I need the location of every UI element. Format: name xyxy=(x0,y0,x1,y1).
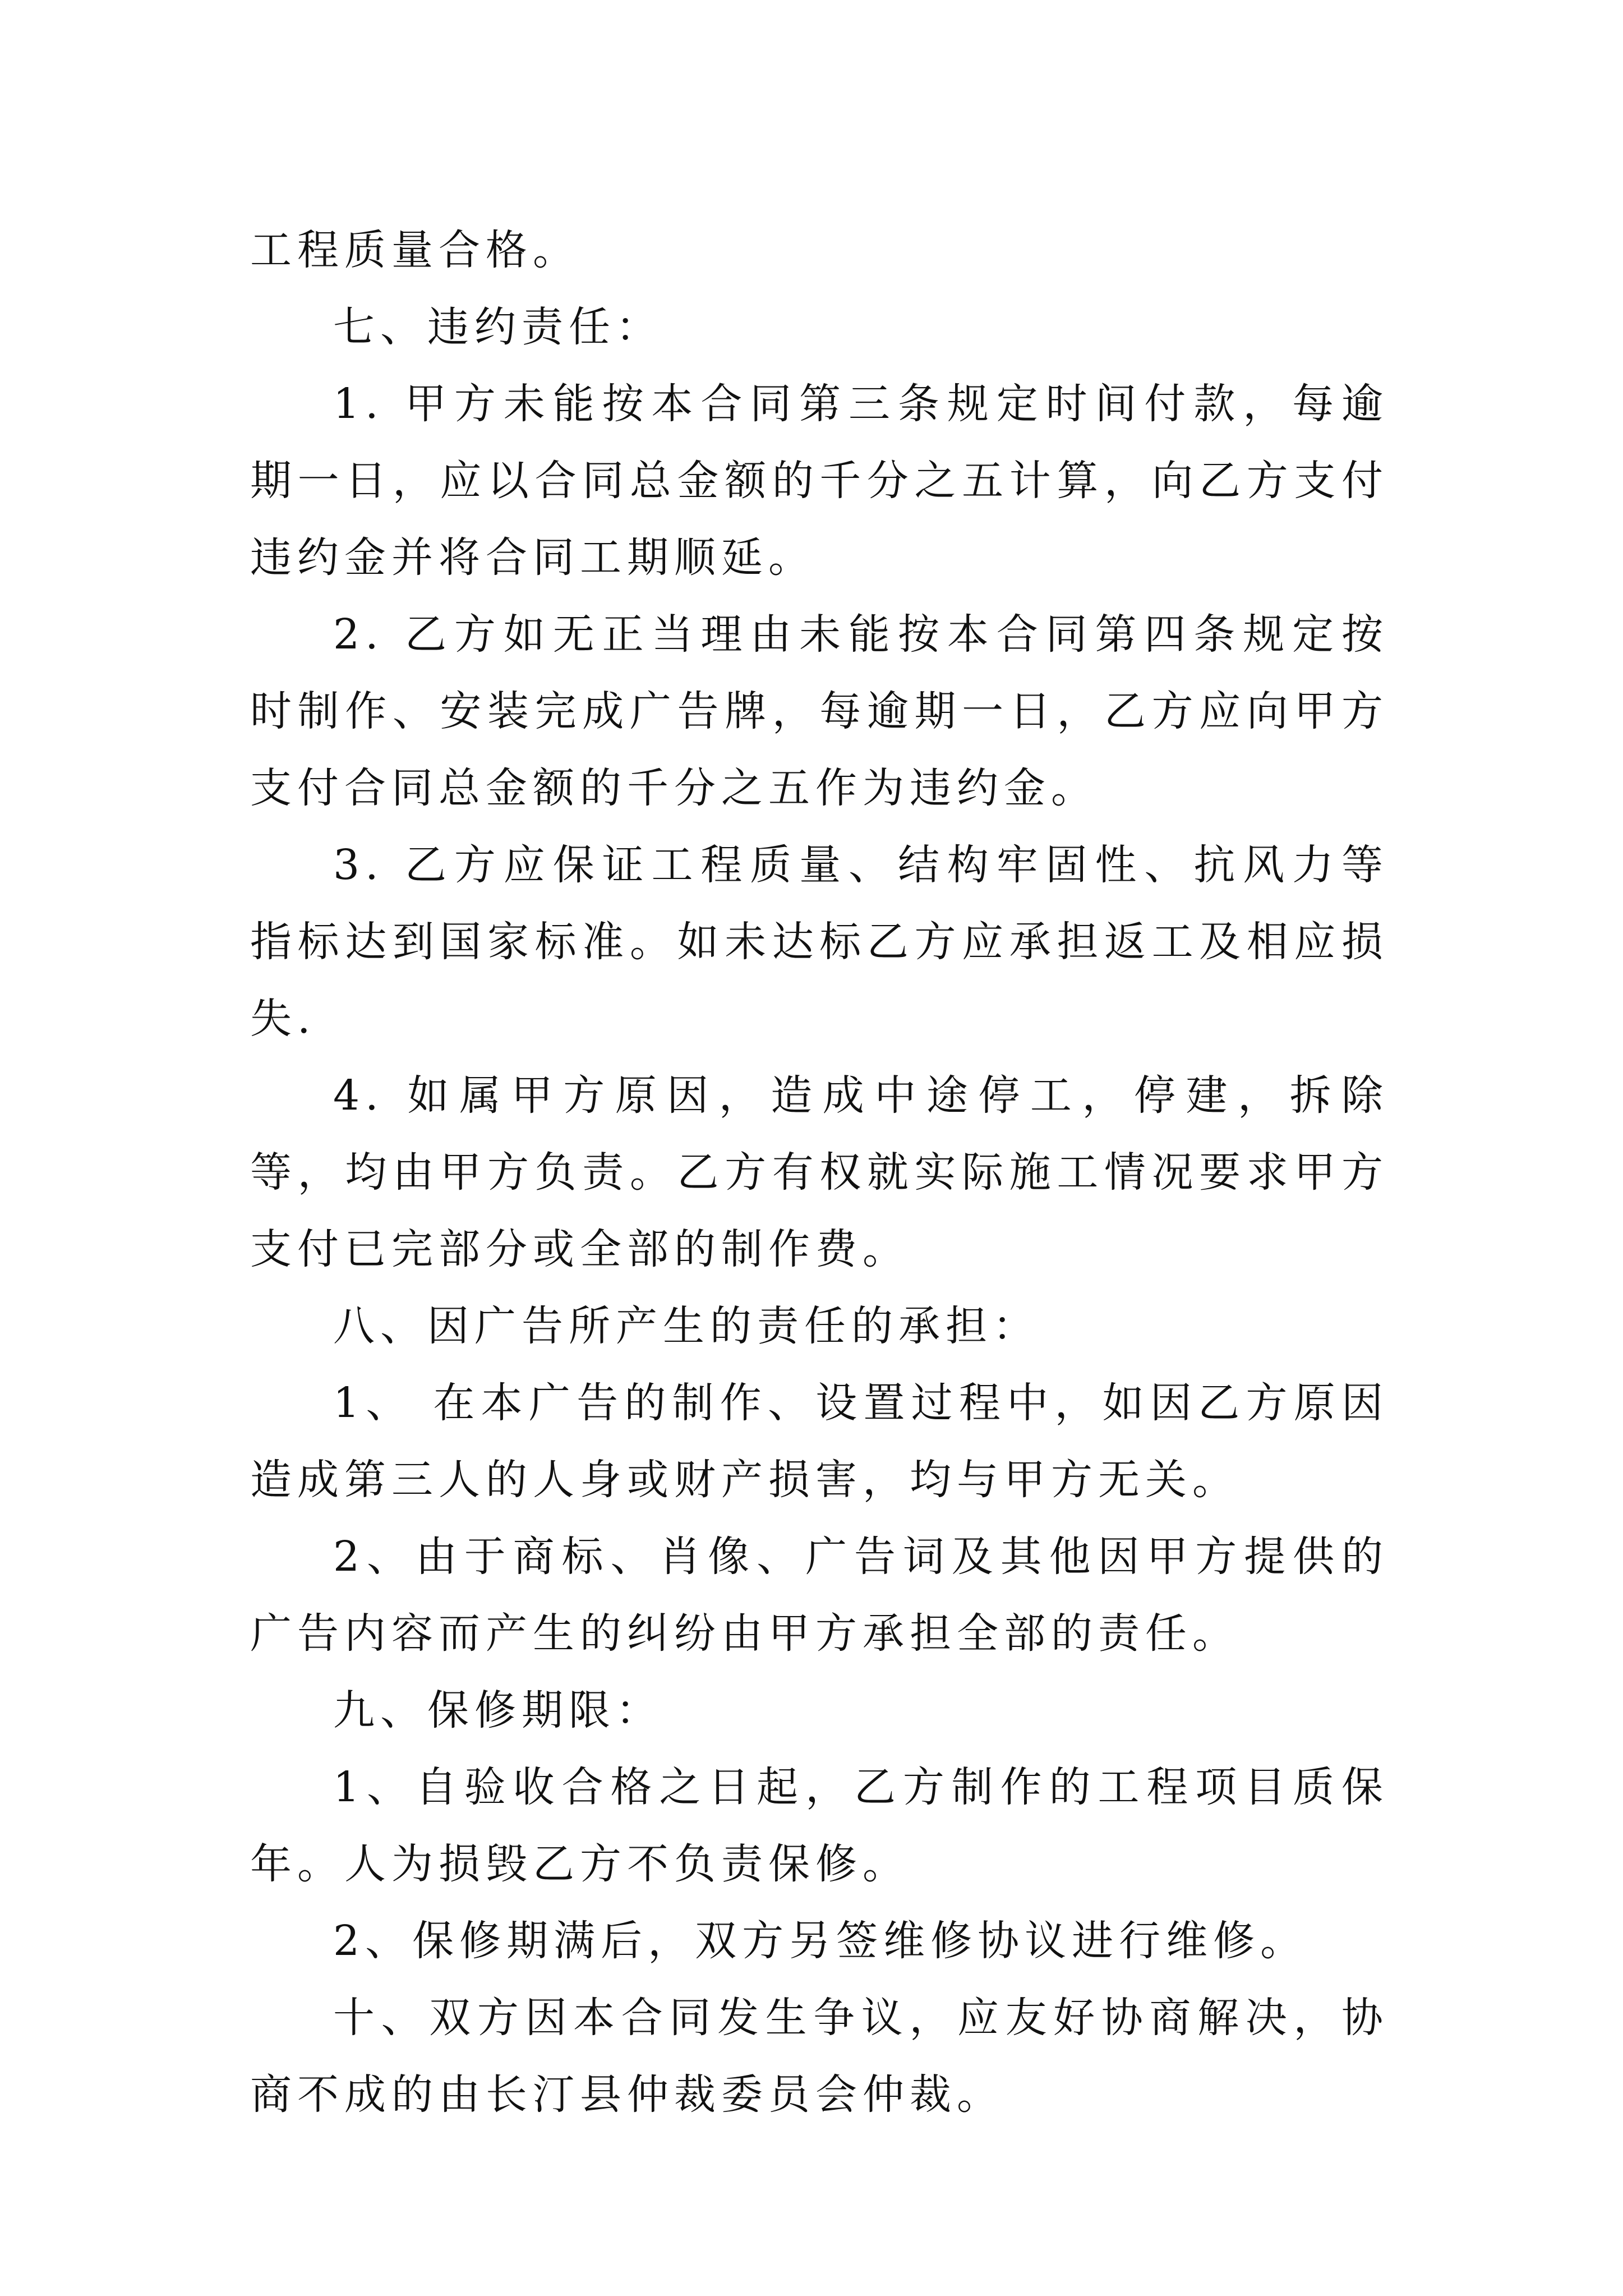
section-heading-breach-liability: 七、违约责任： xyxy=(333,303,663,351)
paragraph-breach-item-1: 1. 甲方未能按本合同第三条规定时间付款，每逾期一日，应以合同总金额的千分之五计算，向乙方支付违约金并将合同工期顺延。 xyxy=(250,380,1389,582)
paragraph-breach-item-2: 2. 乙方如无正当理由未能按本合同第四条规定按时制作、安装完成广告牌，每逾期一日，乙方应向甲方支付合同总金额的千分之五作为违约金。 xyxy=(250,610,1389,812)
section-heading-warranty-period: 九、保修期限： xyxy=(333,1686,663,1734)
paragraph-breach-item-4: 4. 如属甲方原因，造成中途停工，停建，拆除等，均由甲方负责。乙方有权就实际施工情况要求甲方支付已完部分或全部的制作费。 xyxy=(250,1071,1389,1273)
paragraph-breach-item-3: 3. 乙方应保证工程质量、结构牢固性、抗风力等指标达到国家标准。如未达标乙方应承担返工及相应损失. xyxy=(250,841,1389,1043)
paragraph-warranty-item-1: 1、自验收合格之日起，乙方制作的工程项目质保年。人为损毁乙方不负责保修。 xyxy=(250,1763,1389,1888)
section-heading-ad-liability: 八、因广告所产生的责任的承担： xyxy=(333,1302,1040,1350)
contract-body xyxy=(250,212,1389,2133)
paragraph-quality-conclusion: 工程质量合格。 xyxy=(250,226,580,274)
paragraph-ad-liability-item-1: 1、 在本广告的制作、设置过程中，如因乙方原因造成第三人的人身或财产损害，均与甲方无关。 xyxy=(250,1379,1389,1504)
section-dispute-resolution: 十、双方因本合同发生争议，应友好协商解决，协商不成的由长汀县仲裁委员会仲裁。 xyxy=(250,1994,1389,2119)
paragraph-warranty-item-2: 2、保修期满后，双方另签维修协议进行维修。 xyxy=(333,1917,1308,1965)
paragraph-ad-liability-item-2: 2、由于商标、肖像、广告词及其他因甲方提供的广告内容而产生的纠纷由甲方承担全部的责任。 xyxy=(250,1533,1389,1658)
